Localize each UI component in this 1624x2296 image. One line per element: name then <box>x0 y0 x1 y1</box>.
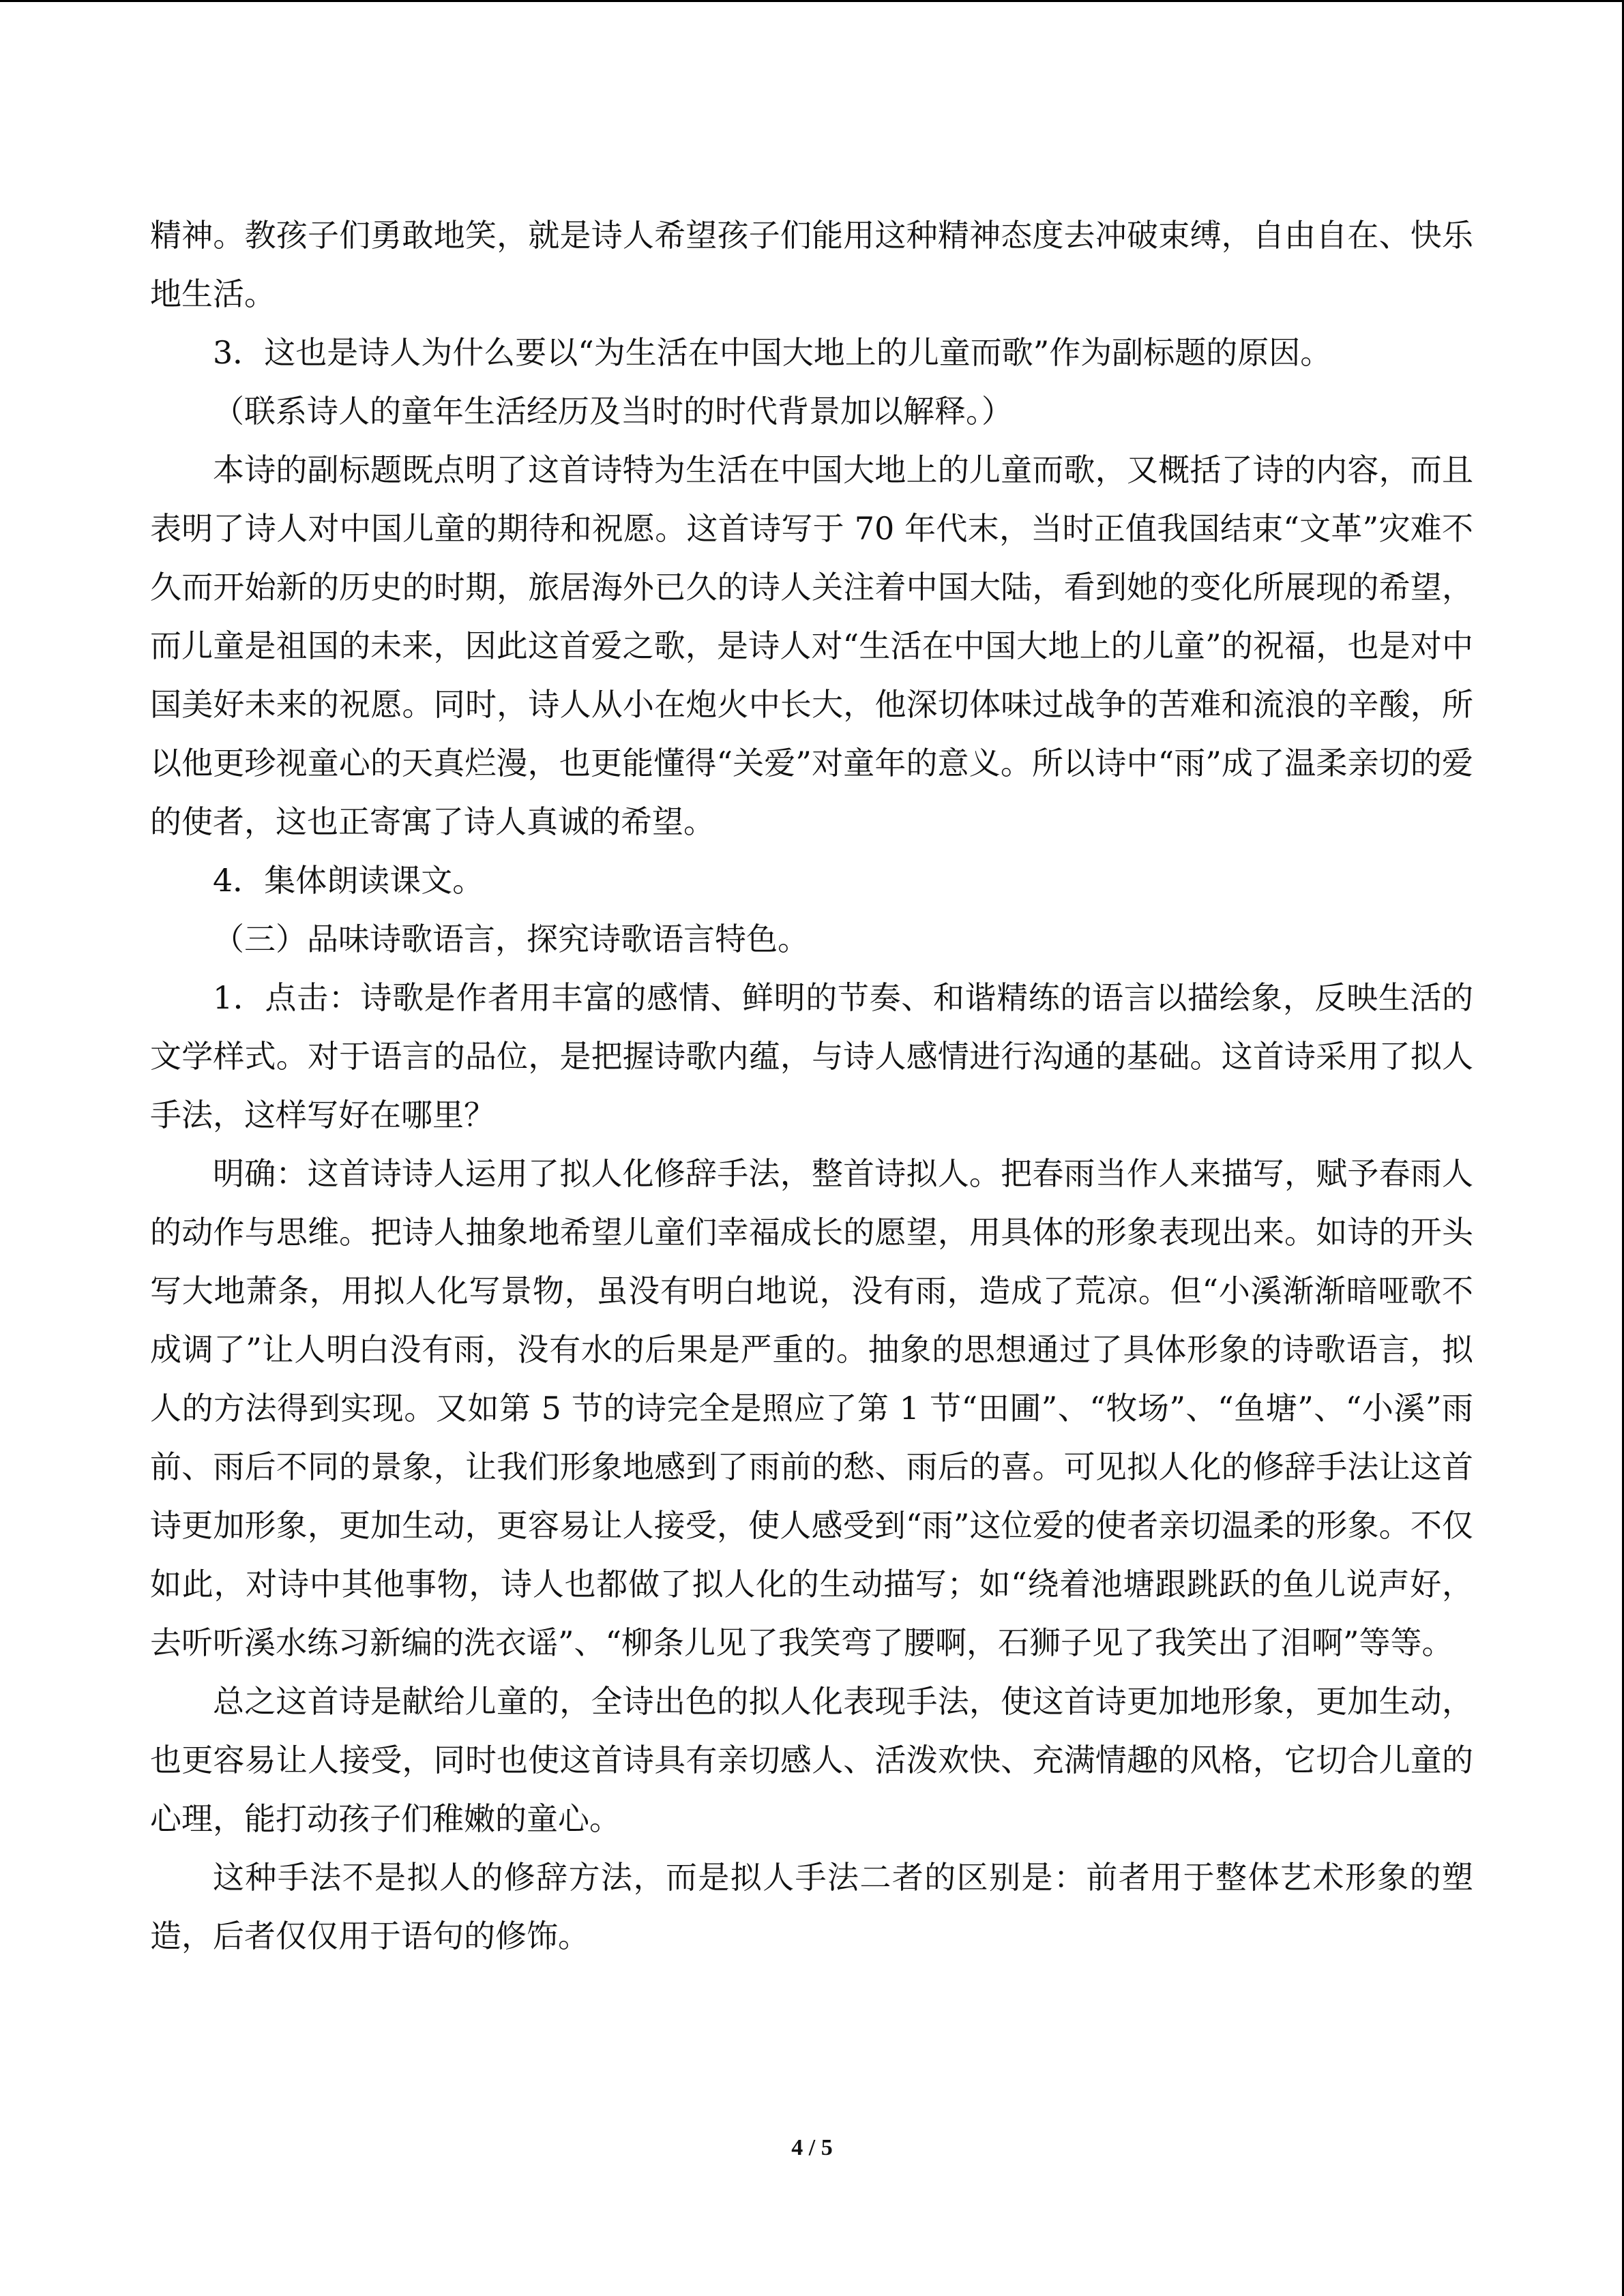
paragraph: （联系诗人的童年生活经历及当时的时代背景加以解释。） <box>213 393 1013 430</box>
page-number: 4 / 5 <box>791 2135 833 2160</box>
paragraph: 这种手法不是拟人的修辞方法，而是拟人手法二者的区别是：前者用于整体艺术形象的塑造，后者仅仅用于语句的修饰。 <box>150 1859 1473 1954</box>
section-heading: （三）品味诗歌语言，探究诗歌语言特色。 <box>213 921 809 957</box>
paragraph: 4．集体朗读课文。 <box>213 862 484 899</box>
document-body <box>150 206 1473 1965</box>
paragraph: 精神。教孩子们勇敢地笑，就是诗人希望孩子们能用这种精神态度去冲破束缚，自由自在、快乐地生活。 <box>150 217 1473 312</box>
paragraph: 1．点击：诗歌是作者用丰富的感情、鲜明的节奏、和谐精练的语言以描绘象，反映生活的文学样式。对于语言的品位，是把握诗歌内蕴，与诗人感情进行沟通的基础。这首诗采用了拟人手法，这样写好在哪里？ <box>150 979 1473 1133</box>
paragraph: 明确：这首诗诗人运用了拟人化修辞手法，整首诗拟人。把春雨当作人来描写，赋予春雨人的动作与思维。把诗人抽象地希望儿童们幸福成长的愿望，用具体的形象表现出来。如诗的开头写大地萧条，用拟人化写景物，虽没有明白地说，没有雨，造成了荒凉。但“小溪渐渐暗哑歌不成调了”让人明白没有雨，没有水的后果是严重的。抽象的思想通过了具体形象的诗歌语言，拟人的方法得到实现。又如第 5 节的诗完全是照应了第 1 节“田圃”、“牧场”、“鱼塘”、“小溪”雨前、雨后不同的景象，让我们形象地感到了雨前的愁、雨后的喜。可见拟人化的修辞手法让这首诗更加形象，更加生动，更容易让人接受，使人感受到“雨”这位爱的使者亲切温柔的形象。不仅如此，对诗中其他事物，诗人也都做了拟人化的生动描写；如“绕着池塘跟跳跃的鱼儿说声好，去听听溪水练习新编的洗衣谣”、“柳条儿见了我笑弯了腰啊，石狮子见了我笑出了泪啊”等等。 <box>150 1155 1473 1661</box>
paragraph: 3．这也是诗人为什么要以“为生活在中国大地上的儿童而歌”作为副标题的原因。 <box>213 334 1332 371</box>
paragraph: 本诗的副标题既点明了这首诗特为生活在中国大地上的儿童而歌，又概括了诗的内容，而且表明了诗人对中国儿童的期待和祝愿。这首诗写于 70 年代末，当时正值我国结束“文革”灾难不久而开始新的历史的时期，旅居海外已久的诗人关注着中国大陆，看到她的变化所展现的希望，而儿童是祖国的未来，因此这首爱之歌，是诗人对“生活在中国大地上的儿童”的祝福，也是对中国美好未来的祝愿。同时，诗人从小在炮火中长大，他深切体味过战争的苦难和流浪的辛酸，所以他更珍视童心的天真烂漫，也更能懂得“关爱”对童年的意义。所以诗中“雨”成了温柔亲切的爱的使者，这也正寄寓了诗人真诚的希望。 <box>150 451 1473 840</box>
paragraph: 总之这首诗是献给儿童的，全诗出色的拟人化表现手法，使这首诗更加地形象，更加生动，也更容易让人接受，同时也使这首诗具有亲切感人、活泼欢快、充满情趣的风格，它切合儿童的心理，能打动孩子们稚嫩的童心。 <box>150 1683 1473 1837</box>
